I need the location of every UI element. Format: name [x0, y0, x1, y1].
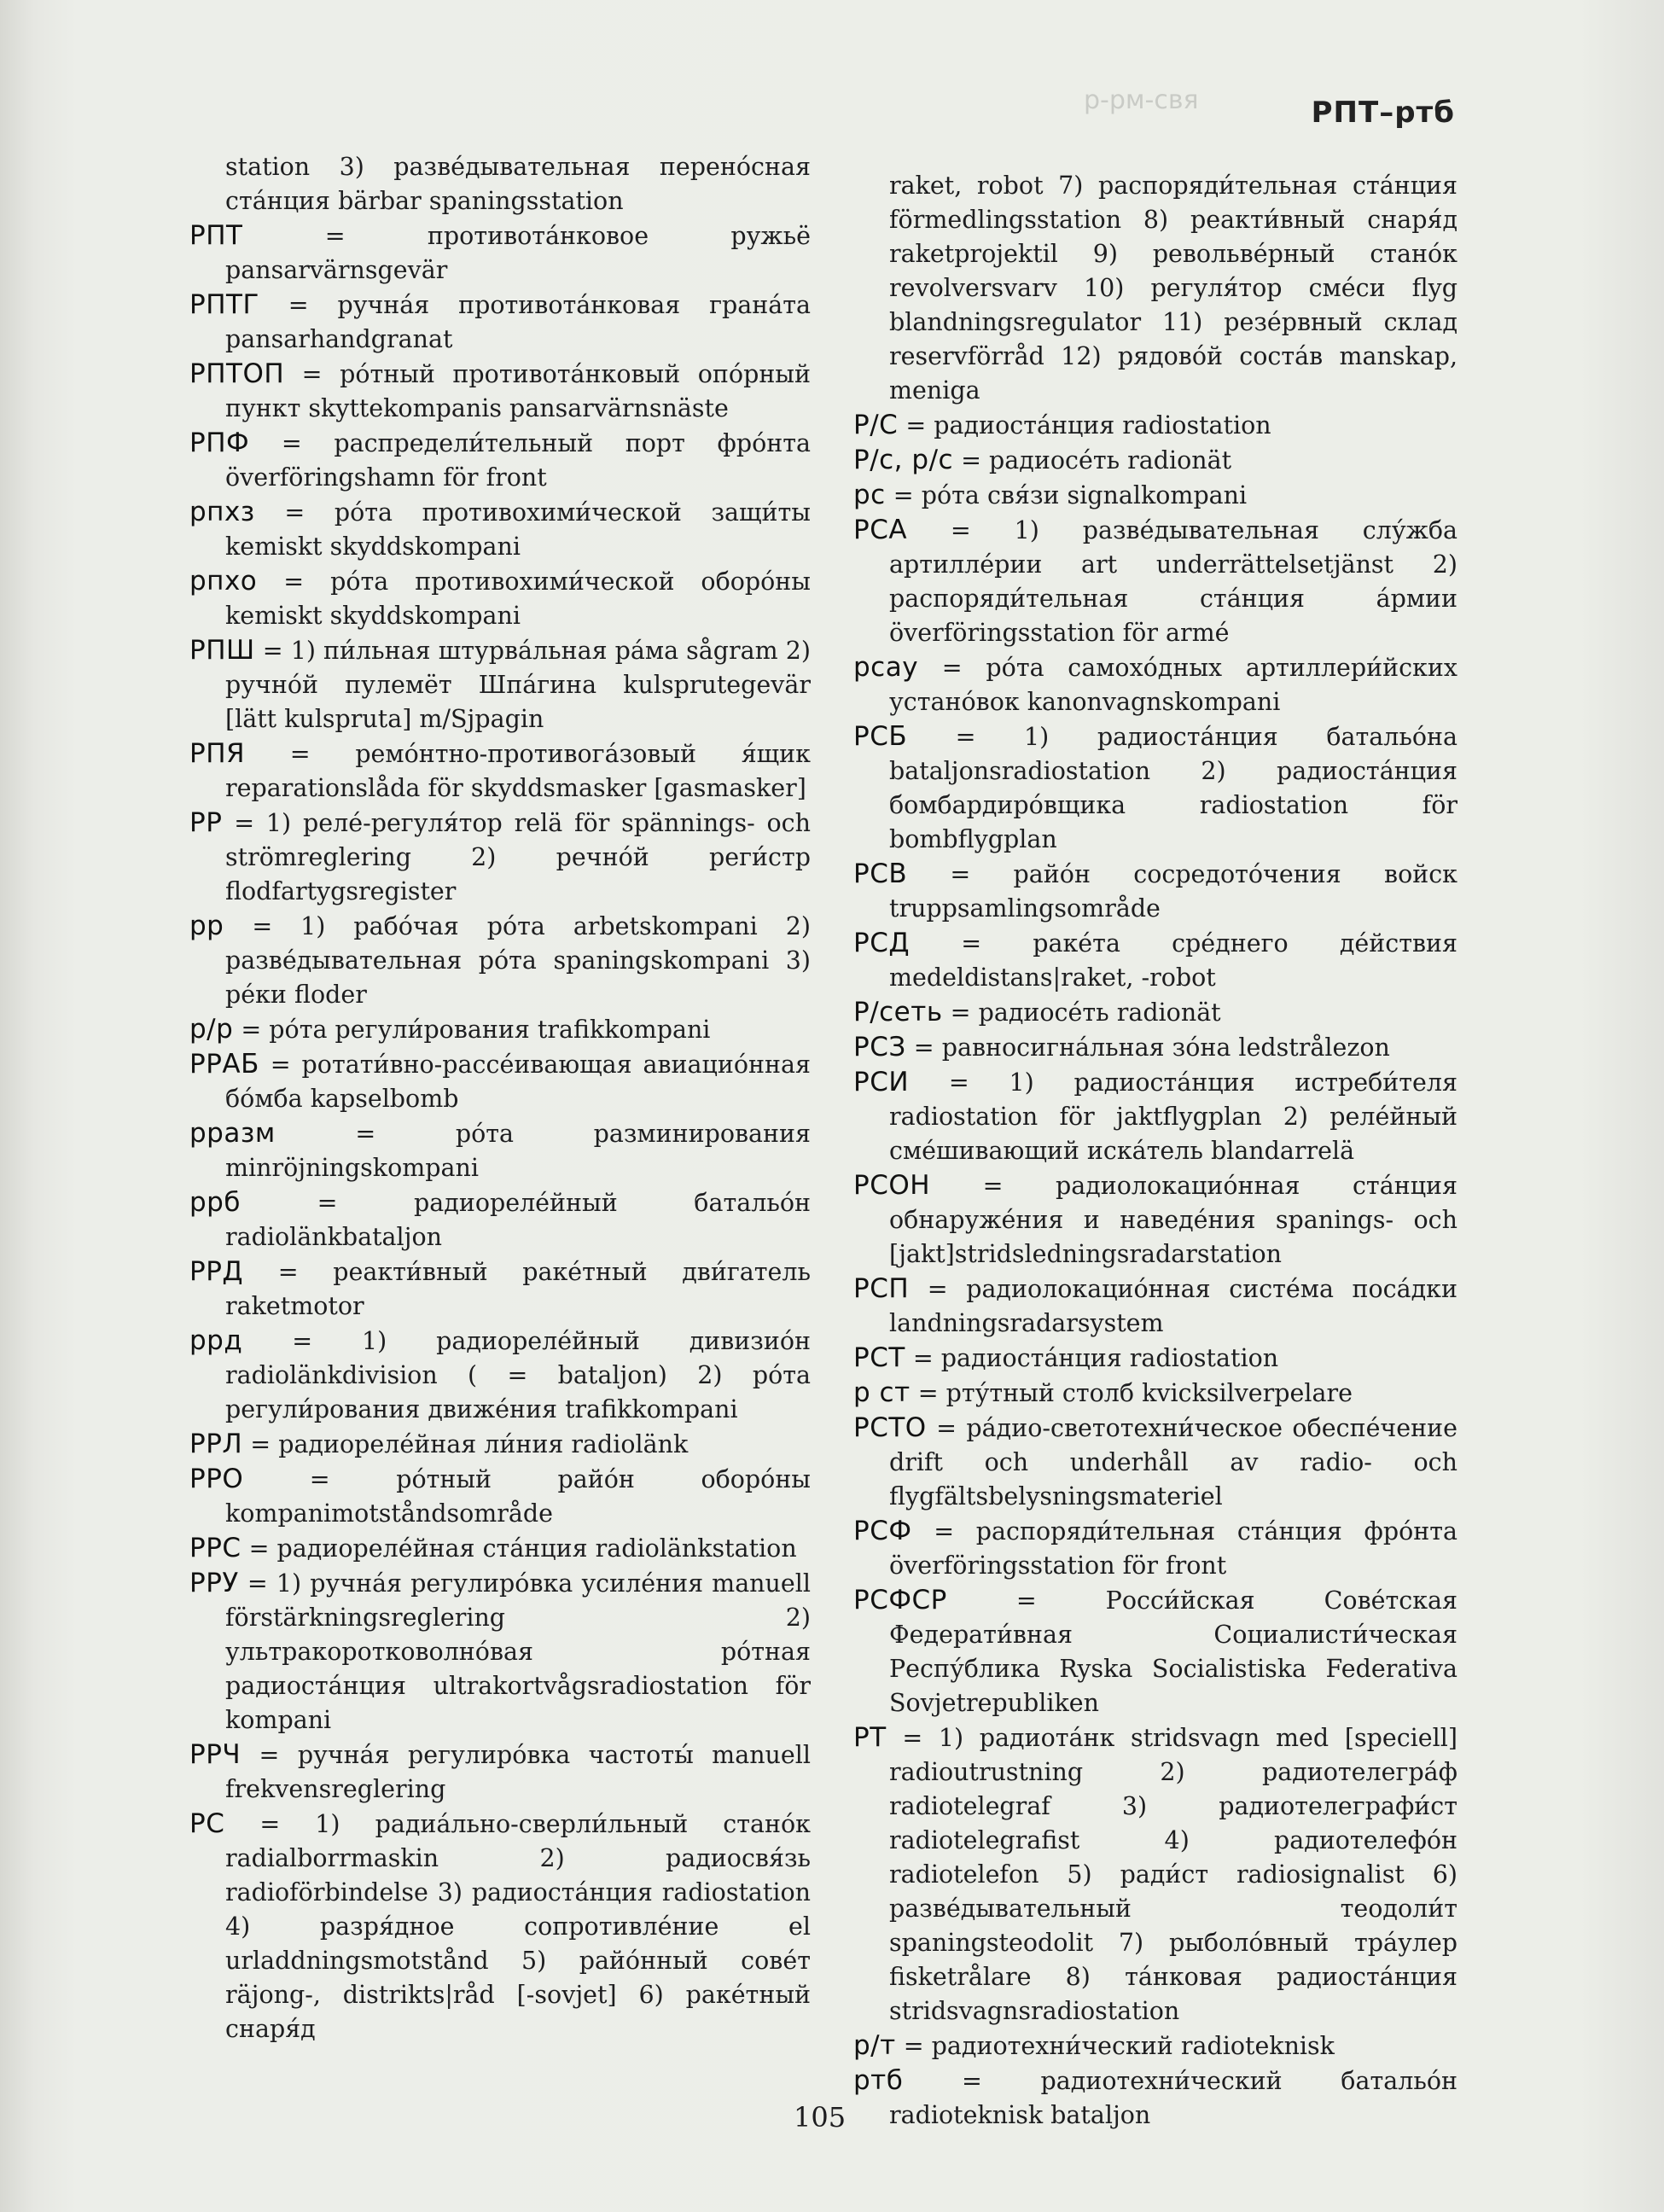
entry-definition: = рту́тный столб kvicksilverpelare [910, 1379, 1353, 1407]
dictionary-entry [853, 513, 1457, 650]
entry-headword: РСД [853, 928, 911, 958]
entry-headword: РС [189, 1808, 225, 1839]
entry-definition: = 1) разве́дывательная слу́жба артилле́рии art underrättelsetjänst 2) распоряди́тельная ста́нция а́рмии överföringsstation för armé [889, 516, 1457, 647]
dictionary-entry [189, 1427, 811, 1462]
entry-headword: РСТ [853, 1342, 905, 1373]
entry-definition: = радиотехни́ческий radioteknisk [895, 2032, 1335, 2060]
entry-definition: = ручна́я регулиро́вка частоты́ manuell frekvensreglering [225, 1741, 811, 1803]
entry-definition: = радиосе́ть radionät [953, 446, 1232, 474]
dictionary-entry [853, 719, 1457, 857]
dictionary-entry [189, 1531, 811, 1566]
running-head: РПТ–ртб [1311, 96, 1455, 130]
dictionary-entry [189, 426, 811, 495]
dictionary-entry [189, 1807, 811, 2046]
dictionary-entry [189, 357, 811, 426]
entry-headword: рразм [189, 1118, 276, 1149]
entry-definition: = ротати́вно-рассе́ивающая авиацио́нная бо́мба kapselbomb [225, 1051, 811, 1113]
bleed-through-text: р-рм-свя [1084, 85, 1231, 115]
dictionary-entry [189, 633, 811, 736]
dictionary-entry [853, 169, 1457, 408]
dictionary-entry [853, 926, 1457, 995]
entry-definition: raket, robot 7) распоряди́тельная ста́нция förmedlingsstation 8) реакти́вный снаря́д raketprojektil 9) револьве́рный стано́к revolversvarv 10) регуля́тор сме́си flyg blandningsregulator 11) резе́рвный склад reservförråd 12) рядово́й соста́в manskap, meniga [889, 172, 1457, 405]
entry-headword: РР [189, 807, 223, 838]
dictionary-entry [853, 1341, 1457, 1376]
entry-headword: РСИ [853, 1067, 910, 1097]
dictionary-entry [189, 1116, 811, 1185]
entry-definition: = ро́тный противота́нковый опо́рный пункт skyttekompanis pansarvärnsnäste [225, 360, 811, 422]
dictionary-entry [189, 909, 811, 1012]
entry-headword: РСА [853, 515, 908, 545]
dictionary-entry [853, 1272, 1457, 1341]
left-column [189, 150, 811, 2046]
dictionary-entry [189, 1012, 811, 1047]
entry-definition: = радиореле́йная ли́ния radiolänk [242, 1430, 689, 1458]
entry-headword: РПТ [189, 220, 243, 251]
entry-headword: Р/сеть [853, 997, 943, 1027]
entry-definition: = противота́нковое ружьё pansarvärnsgevär [225, 222, 811, 284]
entry-definition: = 1) радиореле́йный дивизио́н radiolänkdivision ( = bataljon) 2) ро́та регули́рования движе́ния trafikkompani [225, 1327, 811, 1423]
entry-headword: РРУ [189, 1568, 239, 1598]
entry-definition: = ремо́нтно-противога́зовый я́щик reparationslåda för skyddsmasker [gasmasker] [225, 740, 811, 802]
dictionary-entry [189, 1566, 811, 1738]
right-column [853, 169, 1457, 2133]
entry-definition: = радиореле́йная ста́нция radiolänkstation [241, 1534, 797, 1563]
dictionary-entry [189, 1738, 811, 1807]
dictionary-entry [189, 564, 811, 633]
entry-definition: = равносигна́льная зо́на ledstrålezon [905, 1033, 1390, 1062]
entry-definition: = радиолокацио́нная систе́ма поса́дки landningsradarsystem [889, 1275, 1457, 1337]
entry-definition: = 1) реле́-регуля́тор relä för spännings- och strömreglering 2) речно́й реги́стр flodfartygsregister [222, 809, 811, 905]
dictionary-entry [189, 495, 811, 564]
dictionary-entry [189, 150, 811, 218]
dictionary-entry [189, 1324, 811, 1427]
entry-headword: рс [853, 480, 886, 510]
entry-headword: р/р [189, 1014, 234, 1045]
entry-definition: = ро́та противохими́ческой защи́ты kemiskt skyddskompani [225, 498, 811, 561]
page-number: 105 [794, 2101, 847, 2133]
dictionary-entry [189, 1047, 811, 1116]
entry-definition: = радиотехни́ческий батальо́н radioteknisk bataljon [889, 2067, 1457, 2129]
entry-definition: station 3) разве́дывательная перено́сная ста́нция bärbar spaningsstation [225, 153, 811, 215]
entry-definition: = радиосе́ть radionät [942, 998, 1221, 1027]
entry-headword: РПЯ [189, 738, 246, 769]
dictionary-entry [189, 1254, 811, 1324]
entry-headword: РСФ [853, 1516, 912, 1546]
entry-definition: = раке́та сре́днего де́йствия medeldistans|raket, -robot [889, 929, 1457, 992]
dictionary-entry [853, 2064, 1457, 2133]
entry-headword: РСП [853, 1273, 910, 1304]
entry-definition: = ро́та разминирования minröjningskompani [225, 1120, 811, 1182]
dictionary-entry [189, 736, 811, 806]
entry-definition: = ро́та самохо́дных артиллери́йских устано́вок kanonvagnskompani [889, 654, 1457, 716]
dictionary-entry [189, 806, 811, 909]
entry-headword: РРО [189, 1464, 244, 1494]
entry-headword: РПФ [189, 428, 250, 458]
entry-headword: РСБ [853, 721, 908, 752]
dictionary-entry [189, 1462, 811, 1531]
entry-definition: = ра́дио-светотехни́ческое обеспе́чение drift och underhåll av radio- och flygfältsbelysningsmateriel [889, 1414, 1457, 1511]
entry-definition: = 1) радиоста́нция батальо́на bataljonsradiostation 2) радиоста́нция бомбардиро́вщика radiostation för bombflygplan [889, 723, 1457, 853]
entry-headword: ррб [189, 1187, 241, 1218]
entry-headword: рр [189, 911, 224, 941]
entry-definition: = райо́н сосредото́чения войск truppsamlingsområde [889, 860, 1457, 923]
dictionary-entry [189, 288, 811, 357]
entry-definition: = радиолокацио́нная ста́нция обнаруже́ния и наведе́ния spanings- och [jakt]stridsledningsradarstation [889, 1172, 1457, 1268]
entry-headword: РСОН [853, 1170, 931, 1201]
entry-headword: Р/с, р/с [853, 445, 954, 475]
entry-headword: РПТГ [189, 289, 259, 320]
dictionary-entry [853, 443, 1457, 478]
dictionary-entry [853, 1065, 1457, 1168]
entry-definition: = радиоста́нция radiostation [905, 1344, 1279, 1372]
entry-headword: РСФСР [853, 1585, 947, 1615]
entry-definition: = радиореле́йный батальо́н radiolänkbataljon [225, 1189, 811, 1251]
dictionary-entry [853, 2029, 1457, 2064]
dictionary-entry [853, 857, 1457, 926]
dictionary-entry [189, 1185, 811, 1254]
entry-headword: ррд [189, 1325, 243, 1356]
dictionary-entry [853, 1411, 1457, 1514]
entry-headword: РСЗ [853, 1032, 906, 1062]
entry-headword: рсау [853, 652, 919, 683]
dictionary-entry [853, 1583, 1457, 1720]
dictionary-entry [853, 1720, 1457, 2029]
entry-headword: рпхо [189, 566, 258, 597]
dictionary-entry [853, 995, 1457, 1030]
entry-definition: = ро́та свя́зи signalkompani [885, 481, 1248, 509]
entry-headword: РРС [189, 1533, 241, 1563]
entry-headword: РПШ [189, 635, 255, 666]
entry-headword: р/т [853, 2030, 896, 2061]
entry-headword: р ст [853, 1377, 911, 1408]
entry-definition: = распредели́тельный порт фро́нта överföringshamn för front [225, 429, 811, 492]
entry-headword: РСТО [853, 1412, 927, 1443]
entry-definition: = 1) радиота́нк stridsvagn med [speciell] radioutrustning 2) радиотелегра́ф radiotelegraf 3) радиотелеграфи́ст radiotelegrafist 4) радиотелефо́н radiotelefon 5) ради́ст radiosignalist 6) разве́дывательный теодоли́т spaningsteodolit 7) рыболо́вный тра́улер fisketrålare 8) та́нковая радиоста́нция stridsvagnsradiostation [886, 1724, 1457, 2025]
entry-headword: РПТОП [189, 358, 285, 389]
entry-definition: = 1) рабо́чая ро́та arbetskompani 2) разве́дывательная ро́та spaningskompani 3) ре́ки floder [224, 912, 811, 1009]
entry-definition: = 1) пи́льная штурва́льная ра́ма sågram 2) ручно́й пулемёт Шпа́гина kulsprutegevär [lätt kulspruta] m/Sjpagin [225, 637, 811, 733]
entry-headword: РРЛ [189, 1429, 243, 1459]
entry-definition: = реакти́вный раке́тный дви́гатель raketmotor [225, 1258, 811, 1320]
entry-headword: Р/С [853, 410, 899, 440]
entry-definition: = 1) ручна́я регулиро́вка усиле́ния manuell förstärkningsreglering 2) ультракоротковолно́вая ро́тная радиоста́нция ultrakortvågsradiostation för kompani [225, 1569, 811, 1734]
entry-headword: РТ [853, 1722, 887, 1753]
entry-headword: РРАБ [189, 1049, 259, 1080]
entry-headword: ртб [853, 2065, 904, 2096]
dictionary-entry [853, 408, 1457, 443]
entry-headword: РРД [189, 1256, 244, 1287]
entry-headword: РРЧ [189, 1739, 241, 1770]
entry-definition: = Росси́йская Сове́тская Федерати́вная Социалисти́ческая Респу́блика Ryska Socialistiska Federativa Sovjetrepubliken [889, 1586, 1457, 1717]
dictionary-entry [853, 478, 1457, 513]
entry-definition: = распоряди́тельная ста́нция фро́нта överföringsstation för front [889, 1517, 1457, 1580]
dictionary-entry [853, 650, 1457, 719]
entry-definition: = ро́тный райо́н оборо́ны kompanimotståndsområde [225, 1465, 811, 1528]
entry-definition: = 1) радиоста́нция истреби́теля radiostation för jaktflygplan 2) реле́йный сме́шивающий иска́тель blandarrelä [889, 1068, 1457, 1165]
entry-definition: = ро́та противохими́ческой оборо́ны kemiskt skyddskompani [225, 568, 811, 630]
dictionary-entry [853, 1168, 1457, 1272]
dictionary-entry [853, 1030, 1457, 1065]
entry-headword: рпхз [189, 497, 255, 527]
dictionary-entry [853, 1376, 1457, 1411]
entry-definition: = ро́та регули́рования trafikkompani [233, 1016, 711, 1044]
dictionary-entry [189, 218, 811, 288]
entry-definition: = ручна́я противота́нковая грана́та pansarhandgranat [225, 291, 811, 353]
dictionary-entry [853, 1514, 1457, 1583]
entry-definition: = 1) радиа́льно-сверли́льный стано́к radialborrmaskin 2) радиосвя́зь radioförbindelse 3) радиоста́нция radiostation 4) разря́дное сопротивле́ние el urladdningsmotstånd 5) райо́нный сове́т räjong-, distrikts|råd [-sovjet] 6) раке́тный снаря́д [224, 1810, 811, 2043]
entry-headword: РСВ [853, 859, 908, 889]
entry-definition: = радиоста́нция radiostation [898, 411, 1271, 439]
